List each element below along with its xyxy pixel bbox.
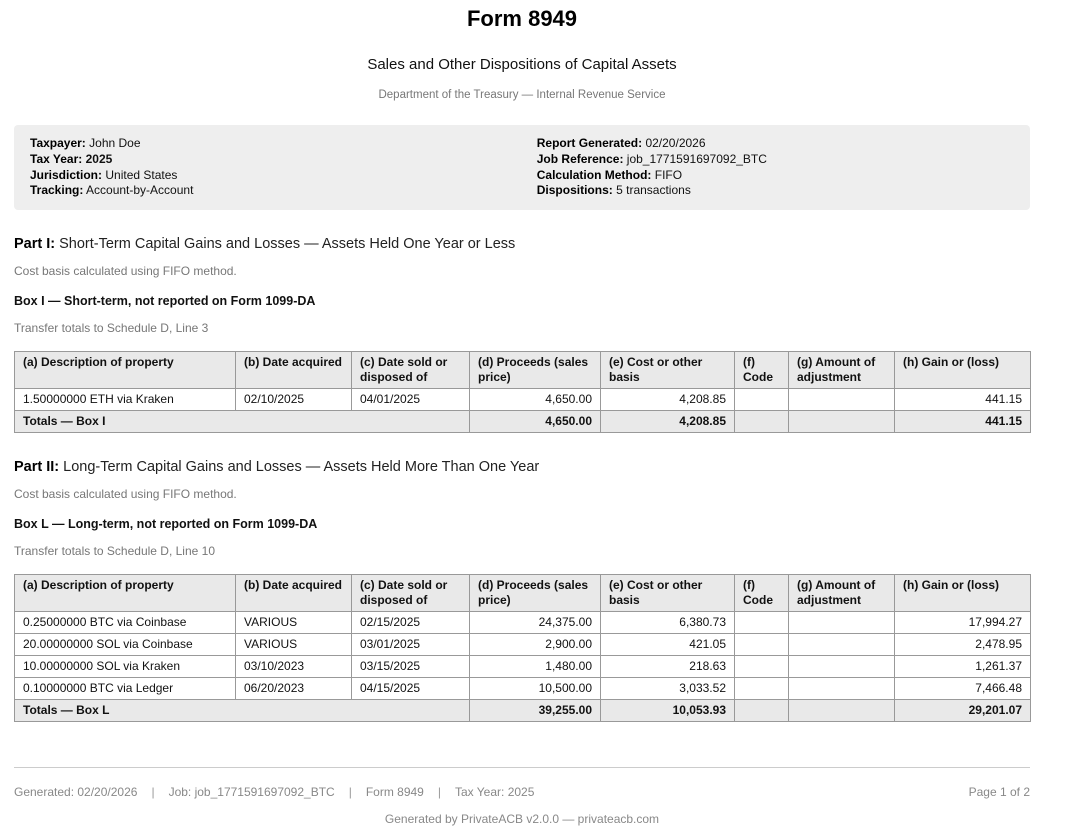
info-value: John Doe — [89, 136, 141, 150]
header-date-acquired: (b) Date acquired — [236, 352, 352, 389]
cell-date-acquired: VARIOUS — [236, 612, 352, 634]
header-date-acquired: (b) Date acquired — [236, 575, 352, 612]
cell-date-acquired: 02/10/2025 — [236, 389, 352, 411]
info-value: FIFO — [654, 167, 683, 182]
doc-subtitle: Sales and Other Dispositions of Capital Assets — [367, 56, 677, 73]
totals-code — [735, 411, 789, 433]
info-row-jurisdiction — [30, 168, 537, 184]
info-label: Tracking: — [30, 183, 84, 198]
method-note: Cost basis calculated using FIFO method. — [14, 487, 237, 502]
header-cost-basis: (e) Cost or other basis — [601, 575, 735, 612]
totals-proceeds: 39,255.00 — [470, 700, 601, 722]
info-label: Job Reference: — [536, 151, 624, 166]
part-label: Part II: — [14, 459, 60, 476]
long-term-dispositions-table — [14, 574, 1031, 722]
info-label: Dispositions: — [536, 183, 613, 198]
cell-gain-loss: 441.15 — [895, 389, 1031, 411]
cell-gain-loss: 7,466.48 — [895, 678, 1031, 700]
header-date-sold: (c) Date sold or disposed of — [352, 575, 470, 612]
part-1-heading — [14, 236, 1030, 252]
part-2-section — [14, 459, 1030, 722]
totals-label: Totals — Box L — [15, 700, 470, 722]
header-adjustment: (g) Amount of adjustment — [789, 352, 895, 389]
cell-description: 0.10000000 BTC via Ledger — [15, 678, 236, 700]
cell-date-sold: 04/15/2025 — [352, 678, 470, 700]
info-value: Account-by-Account — [86, 183, 194, 198]
info-row-taxpayer — [30, 136, 537, 152]
cell-adjustment — [789, 678, 895, 700]
table-row — [15, 634, 1031, 656]
header-code: (f) Code — [735, 352, 789, 389]
short-term-dispositions-table — [14, 351, 1031, 433]
cell-proceeds: 4,650.00 — [470, 389, 601, 411]
cell-adjustment — [789, 656, 895, 678]
header-code: (f) Code — [735, 575, 789, 612]
cell-description: 10.00000000 SOL via Kraken — [15, 656, 236, 678]
cell-proceeds: 1,480.00 — [470, 656, 601, 678]
header-cost-basis: (e) Cost or other basis — [601, 352, 735, 389]
cell-cost-basis: 3,033.52 — [601, 678, 735, 700]
cell-cost-basis: 4,208.85 — [601, 389, 735, 411]
cell-proceeds: 2,900.00 — [470, 634, 601, 656]
document-page — [14, 6, 1030, 826]
cell-adjustment — [789, 389, 895, 411]
info-column-left — [30, 136, 537, 199]
totals-code — [735, 700, 789, 722]
page-indicator: Page 1 of 2 — [968, 785, 1030, 800]
department-line: Department of the Treasury — Internal Revenue Service — [378, 89, 666, 101]
info-row-report-generated — [537, 136, 1014, 152]
info-value: 2025 — [85, 151, 113, 166]
table-row — [15, 389, 1031, 411]
part-label: Part I: — [14, 236, 56, 253]
totals-gain-loss: 441.15 — [895, 411, 1031, 433]
footer-separator: | — [348, 785, 352, 800]
table-row — [15, 678, 1031, 700]
footer-job: Job: job_1771591697092_BTC — [168, 785, 335, 800]
cell-cost-basis: 218.63 — [601, 656, 735, 678]
cell-proceeds: 24,375.00 — [470, 612, 601, 634]
cell-code — [735, 634, 789, 656]
totals-adjustment — [789, 700, 895, 722]
cell-cost-basis: 6,380.73 — [601, 612, 735, 634]
info-row-dispositions — [537, 183, 1014, 199]
cell-date-sold: 02/15/2025 — [352, 612, 470, 634]
footer-meta-items — [14, 785, 534, 799]
box-heading: Box I — Short-term, not reported on Form 1099-DA — [14, 294, 316, 309]
cell-date-sold: 04/01/2025 — [352, 389, 470, 411]
header-date-sold: (c) Date sold or disposed of — [352, 352, 470, 389]
cell-proceeds: 10,500.00 — [470, 678, 601, 700]
cell-date-sold: 03/15/2025 — [352, 656, 470, 678]
part-2-heading — [14, 459, 1030, 475]
info-value: 5 transactions — [616, 183, 691, 198]
document-header — [14, 6, 1030, 101]
info-label: Jurisdiction: — [30, 167, 103, 182]
info-label: Tax Year: — [30, 151, 83, 166]
generator-line: Generated by PrivateACB v2.0.0 — privateacb.com — [384, 812, 660, 826]
transfer-note: Transfer totals to Schedule D, Line 3 — [14, 321, 209, 336]
cell-description: 1.50000000 ETH via Kraken — [15, 389, 236, 411]
totals-cost-basis: 10,053.93 — [601, 700, 735, 722]
footer-separator: | — [151, 785, 155, 800]
header-adjustment: (g) Amount of adjustment — [789, 575, 895, 612]
cell-date-acquired: VARIOUS — [236, 634, 352, 656]
cell-gain-loss: 17,994.27 — [895, 612, 1031, 634]
totals-row — [15, 700, 1031, 722]
doc-title: Form 8949 — [466, 6, 578, 31]
table-header-row — [15, 575, 1031, 612]
table-header-row — [15, 352, 1031, 389]
report-info-box — [14, 125, 1030, 210]
table-row — [15, 612, 1031, 634]
footer-divider — [14, 767, 1030, 768]
cell-code — [735, 678, 789, 700]
footer-generated: Generated: 02/20/2026 — [14, 785, 138, 800]
cell-cost-basis: 421.05 — [601, 634, 735, 656]
footer-meta-row — [14, 785, 1030, 799]
box-heading: Box L — Long-term, not reported on Form 1099-DA — [14, 517, 318, 532]
info-label: Taxpayer: — [30, 136, 86, 150]
part-1-section — [14, 236, 1030, 433]
header-gain-loss: (h) Gain or (loss) — [895, 575, 1031, 612]
cell-gain-loss: 1,261.37 — [895, 656, 1031, 678]
cell-code — [735, 389, 789, 411]
part-title: Short-Term Capital Gains and Losses — Assets Held One Year or Less — [59, 236, 516, 253]
info-value: job_1771591697092_BTC — [626, 151, 767, 166]
page-footer — [14, 767, 1030, 826]
info-row-calculation-method — [537, 168, 1014, 184]
footer-tax-year: Tax Year: 2025 — [454, 785, 535, 800]
part-title: Long-Term Capital Gains and Losses — Assets Held More Than One Year — [63, 459, 540, 476]
footer-separator: | — [437, 785, 441, 800]
footer-form: Form 8949 — [365, 785, 424, 800]
cell-code — [735, 612, 789, 634]
header-proceeds: (d) Proceeds (sales price) — [470, 575, 601, 612]
info-row-tax-year — [30, 152, 537, 168]
cell-adjustment — [789, 612, 895, 634]
totals-label: Totals — Box I — [15, 411, 470, 433]
cell-description: 20.00000000 SOL via Coinbase — [15, 634, 236, 656]
cell-date-sold: 03/01/2025 — [352, 634, 470, 656]
totals-gain-loss: 29,201.07 — [895, 700, 1031, 722]
info-row-tracking — [30, 183, 537, 199]
cell-date-acquired: 06/20/2023 — [236, 678, 352, 700]
totals-adjustment — [789, 411, 895, 433]
header-gain-loss: (h) Gain or (loss) — [895, 352, 1031, 389]
totals-row — [15, 411, 1031, 433]
info-label: Report Generated: — [536, 136, 643, 150]
transfer-note: Transfer totals to Schedule D, Line 10 — [14, 544, 215, 559]
method-note: Cost basis calculated using FIFO method. — [14, 264, 237, 279]
totals-cost-basis: 4,208.85 — [601, 411, 735, 433]
info-value: United States — [105, 167, 178, 182]
header-description: (a) Description of property — [15, 575, 236, 612]
cell-code — [735, 656, 789, 678]
header-proceeds: (d) Proceeds (sales price) — [470, 352, 601, 389]
cell-gain-loss: 2,478.95 — [895, 634, 1031, 656]
totals-proceeds: 4,650.00 — [470, 411, 601, 433]
info-column-right — [537, 136, 1014, 199]
cell-adjustment — [789, 634, 895, 656]
info-row-job-reference — [537, 152, 1014, 168]
cell-date-acquired: 03/10/2023 — [236, 656, 352, 678]
table-row — [15, 656, 1031, 678]
cell-description: 0.25000000 BTC via Coinbase — [15, 612, 236, 634]
header-description: (a) Description of property — [15, 352, 236, 389]
info-value: 02/20/2026 — [645, 136, 706, 150]
info-label: Calculation Method: — [536, 167, 652, 182]
